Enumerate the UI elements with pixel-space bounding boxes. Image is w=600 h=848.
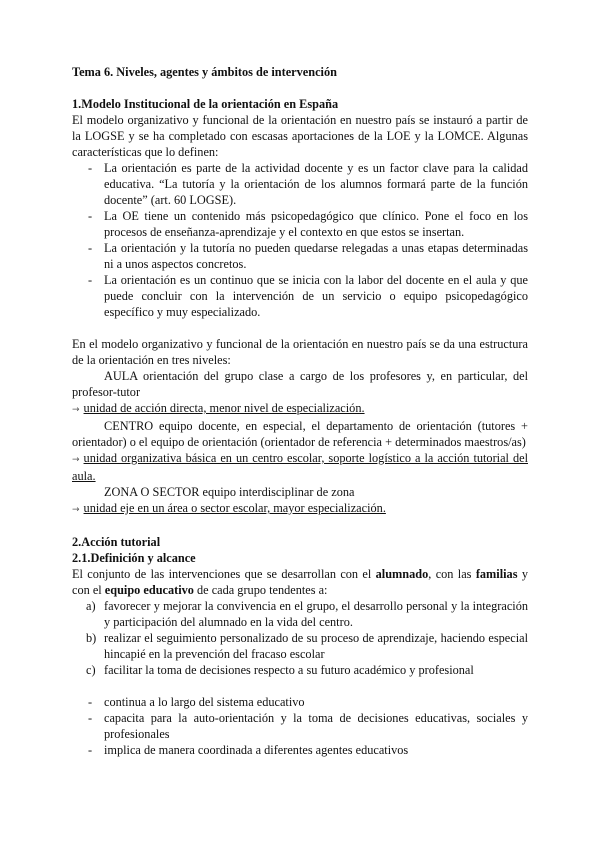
section-1-intro: El modelo organizativo y funcional de la orientación en nuestro país se instauró a partir de la LOGSE y se ha completado con escasas aportaciones de la LOE y la LOMCE. Algunas características que lo definen: [72,113,528,159]
levels-intro: En el modelo organizativo y funcional de la orientación en nuestro país se da una estructura de la orientación en tres niveles: [72,337,528,367]
level-zona: ZONA O SECTOR equipo interdisciplinar de zona [104,485,355,499]
objectives-list [72,598,528,678]
level-zona-note: → unidad eje en un área o sector escolar, mayor especialización. [72,501,386,515]
document-title: Tema 6. Niveles, agentes y ámbitos de intervención [72,65,337,79]
list-item: - continua a lo largo del sistema educativo [72,694,528,710]
section-2-1-heading: 2.1.Definición y alcance [72,551,196,565]
list-item: - La orientación es parte de la actividad docente y es un factor clave para la calidad educativa. “La tutoría y la orientación de los alumnos formará parte de la función docente” (art. 60 LOGSE). [72,160,528,208]
document-page [72,64,528,758]
arrow-icon: → [72,405,80,415]
arrow-icon: → [72,505,80,515]
list-item: - implica de manera coordinada a diferentes agentes educativos [72,742,528,758]
section-2-bullet-list [72,694,528,758]
level-aula-note: → unidad de acción directa, menor nivel de especialización. [72,401,365,415]
section-2-heading: 2.Acción tutorial [72,535,161,549]
section-1-heading: 1.Modelo Institucional de la orientación en España [72,97,339,111]
list-item: b) realizar el seguimiento personalizado de su proceso de aprendizaje, haciendo especial hincapié en la prevención del fracaso escolar [86,631,528,661]
list-item: c) facilitar la toma de decisiones respecto a su futuro académico y profesional [86,663,474,677]
list-item: - La orientación y la tutoría no pueden quedarse relegadas a unas etapas determinadas ni a unos aspectos concretos. [72,240,528,272]
list-item: - La OE tiene un contenido más psicopedagógico que clínico. Pone el foco en los procesos de enseñanza-aprendizaje y el contexto en que estos se insertan. [72,208,528,240]
list-item: - La orientación es un continuo que se inicia con la labor del docente en el aula y que puede concluir con la intervención de un servicio o equipo psicopedagógico específico y muy especializado. [72,272,528,320]
section-2-intro: El conjunto de las intervenciones que se desarrollan con el alumnado, con las familias y con el equipo educativo de cada grupo tendentes a: [72,567,528,597]
level-centro-note: → unidad organizativa básica en un centro escolar, soporte logístico a la acción tutorial del aula. [72,451,528,483]
list-item: a) favorecer y mejorar la convivencia en el grupo, el desarrollo personal y la integración y participación del alumnado en la vida del centro. [86,599,528,629]
arrow-icon: → [72,455,80,465]
list-item: - capacita para la auto-orientación y la toma de decisiones educativas, sociales y profesionales [72,710,528,742]
section-1-bullet-list [72,160,528,320]
level-aula: AULA orientación del grupo clase a cargo de los profesores y, en particular, del profesor-tutor [72,369,528,399]
level-centro: CENTRO equipo docente, en especial, el departamento de orientación (tutores + orientador) o el equipo de orientación (orientador de referencia + determinados maestros/as) [72,419,528,449]
